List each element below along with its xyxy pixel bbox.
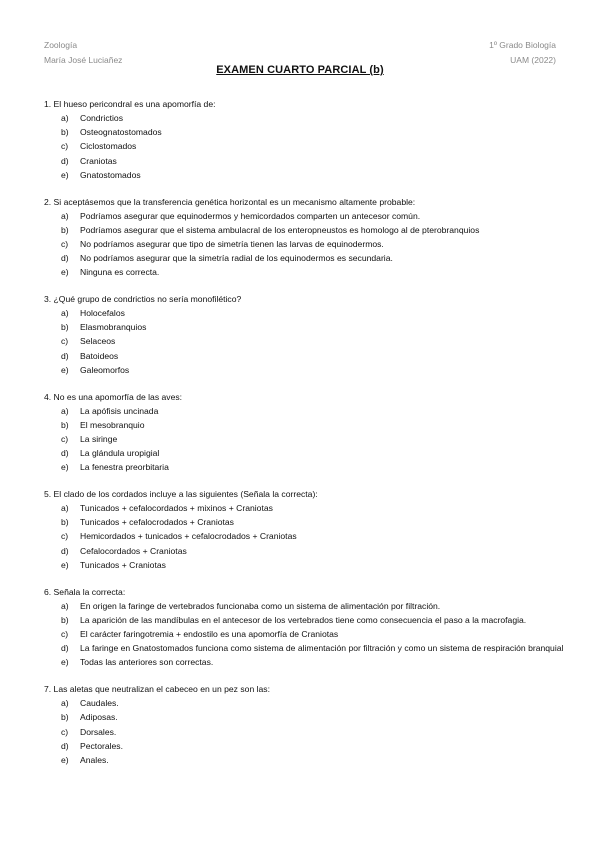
option-text: La glándula uropigial xyxy=(80,448,160,459)
question-stem: 4. No es una apomorfía de las aves: xyxy=(44,391,183,402)
option-text: No podríamos asegurar que la simetría radial de los equinodermos es secundaria. xyxy=(80,253,393,264)
option-letter: d) xyxy=(61,740,69,751)
option-list xyxy=(44,209,564,280)
answer-option xyxy=(44,334,564,348)
option-text: La aparición de las mandíbulas en el antecesor de los vertebrados tiene como consecuencia el paso a la macrofagia. xyxy=(80,614,527,625)
question-stem: 7. Las aletas que neutralizan el cabeceo en un pez son las: xyxy=(44,684,270,695)
option-letter: c) xyxy=(61,141,69,152)
header-course: 1º Grado Biología xyxy=(489,40,556,50)
option-letter: a) xyxy=(61,600,69,611)
option-text: Galeomorfos xyxy=(80,364,130,375)
question-5 xyxy=(44,487,564,572)
answer-option xyxy=(44,501,564,515)
answer-option xyxy=(44,725,564,739)
option-text: Anales. xyxy=(80,754,109,765)
option-letter: b) xyxy=(61,224,69,235)
option-text: Adiposas. xyxy=(80,712,118,723)
option-text: Ninguna es correcta. xyxy=(80,267,160,278)
question-list xyxy=(44,97,564,780)
option-letter: c) xyxy=(61,336,69,347)
option-text: Podríamos asegurar que el sistema ambulacral de los enteropneustos es homologo al de pterobranquios xyxy=(80,224,480,235)
answer-option xyxy=(44,363,564,377)
option-text: Tunicados + cefalocordados + mixinos + Craniotas xyxy=(80,503,273,514)
option-text: Tunicados + cefalocrodados + Craniotas xyxy=(80,517,234,528)
option-text: Holocefalos xyxy=(80,308,125,319)
question-stem: 3. ¿Qué grupo de condrictios no sería monofilético? xyxy=(44,294,242,305)
option-text: La faringe en Gnatostomados funciona como sistema de alimentación por filtración y como un sistema de respiración branquial xyxy=(80,643,564,654)
option-text: El mesobranquio xyxy=(80,419,145,430)
option-letter: e) xyxy=(61,169,69,180)
option-letter: e) xyxy=(61,462,69,473)
option-letter: d) xyxy=(61,253,69,264)
answer-option xyxy=(44,753,564,767)
option-text: Batoideos xyxy=(80,350,119,361)
option-letter: e) xyxy=(61,754,69,765)
option-text: Tunicados + Craniotas xyxy=(80,559,166,570)
option-text: La apófisis uncinada xyxy=(80,405,159,416)
option-text: No podríamos asegurar que tipo de simetría tienen las larvas de equinodermos. xyxy=(80,238,384,249)
answer-option xyxy=(44,599,564,613)
option-letter: b) xyxy=(61,419,69,430)
option-text: En origen la faringe de vertebrados funcionaba como un sistema de alimentación por filtración. xyxy=(80,600,441,611)
option-letter: a) xyxy=(61,698,69,709)
answer-option xyxy=(44,558,564,572)
option-letter: b) xyxy=(61,127,69,138)
option-text: Podríamos asegurar que equinodermos y hemicordados comparten un antecesor común. xyxy=(80,210,421,221)
option-list xyxy=(44,404,564,475)
option-letter: a) xyxy=(61,405,69,416)
option-text: Caudales. xyxy=(80,698,119,709)
answer-option xyxy=(44,655,564,669)
answer-option xyxy=(44,111,564,125)
option-text: Craniotas xyxy=(80,155,117,166)
option-list xyxy=(44,111,564,182)
option-letter: e) xyxy=(61,657,69,668)
option-text: Gnatostomados xyxy=(80,169,141,180)
answer-option xyxy=(44,168,564,182)
option-letter: a) xyxy=(61,503,69,514)
option-list xyxy=(44,599,564,670)
option-list xyxy=(44,501,564,572)
answer-option xyxy=(44,432,564,446)
answer-option xyxy=(44,613,564,627)
option-text: Ciclostomados xyxy=(80,141,137,152)
option-letter: e) xyxy=(61,364,69,375)
answer-option xyxy=(44,237,564,251)
question-stem: 1. El hueso pericondral es una apomorfía de: xyxy=(44,99,216,109)
answer-option xyxy=(44,739,564,753)
header-institution: UAM (2022) xyxy=(510,55,556,65)
option-letter: d) xyxy=(61,643,69,654)
answer-option xyxy=(44,265,564,279)
answer-option xyxy=(44,446,564,460)
option-letter: d) xyxy=(61,448,69,459)
answer-option xyxy=(44,349,564,363)
answer-option xyxy=(44,404,564,418)
option-letter: e) xyxy=(61,559,69,570)
option-letter: c) xyxy=(61,238,69,249)
option-letter: c) xyxy=(61,628,69,639)
option-list xyxy=(44,306,564,377)
option-letter: d) xyxy=(61,155,69,166)
option-text: Elasmobranquios xyxy=(80,322,147,333)
option-letter: d) xyxy=(61,350,69,361)
option-letter: c) xyxy=(61,726,69,737)
option-text: Todas las anteriores son correctas. xyxy=(80,657,214,668)
option-text: Condrictios xyxy=(80,113,123,123)
question-stem: 2. Si aceptásemos que la transferencia genética horizontal es un mecanismo altamente probable: xyxy=(44,196,416,207)
option-letter: a) xyxy=(61,308,69,319)
answer-option xyxy=(44,418,564,432)
option-text: Pectorales. xyxy=(80,740,123,751)
option-text: Cefalocordados + Craniotas xyxy=(80,545,187,556)
answer-option xyxy=(44,544,564,558)
option-letter: c) xyxy=(61,433,69,444)
option-text: Selaceos xyxy=(80,336,116,347)
answer-option xyxy=(44,641,564,655)
option-text: Hemicordados + tunicados + cefalocrodados + Craniotas xyxy=(80,531,297,542)
answer-option xyxy=(44,460,564,474)
answer-option xyxy=(44,209,564,223)
option-letter: a) xyxy=(61,210,69,221)
option-text: Osteognatostomados xyxy=(80,127,162,138)
option-letter: b) xyxy=(61,517,69,528)
question-stem: 6. Señala la correcta: xyxy=(44,586,126,597)
answer-option xyxy=(44,223,564,237)
header-author: María José Luciañez xyxy=(44,55,123,65)
answer-option xyxy=(44,306,564,320)
answer-option xyxy=(44,627,564,641)
question-6 xyxy=(44,585,564,670)
option-letter: b) xyxy=(61,712,69,723)
answer-option xyxy=(44,515,564,529)
option-letter: c) xyxy=(61,531,69,542)
answer-option xyxy=(44,529,564,543)
option-text: La fenestra preorbitaria xyxy=(80,462,169,473)
answer-option xyxy=(44,320,564,334)
question-4 xyxy=(44,390,564,475)
answer-option xyxy=(44,154,564,168)
header-subject: Zoología xyxy=(44,40,78,50)
option-letter: e) xyxy=(61,267,69,278)
answer-option xyxy=(44,125,564,139)
question-stem: 5. El clado de los cordados incluye a las siguientes (Señala la correcta): xyxy=(44,489,318,500)
question-1 xyxy=(44,97,564,182)
option-text: Dorsales. xyxy=(80,726,117,737)
question-7 xyxy=(44,682,564,767)
answer-option xyxy=(44,251,564,265)
option-letter: b) xyxy=(61,614,69,625)
exam-title: EXAMEN CUARTO PARCIAL (b) xyxy=(216,64,384,76)
option-letter: a) xyxy=(61,113,69,123)
option-text: El carácter faringotremia + endostilo es una apomorfía de Craniotas xyxy=(80,628,339,639)
question-3 xyxy=(44,292,564,377)
option-letter: d) xyxy=(61,545,69,556)
option-text: La siringe xyxy=(80,433,118,444)
question-2 xyxy=(44,195,564,280)
answer-option xyxy=(44,139,564,153)
answer-option xyxy=(44,696,564,710)
option-letter: b) xyxy=(61,322,69,333)
answer-option xyxy=(44,710,564,724)
option-list xyxy=(44,696,564,767)
